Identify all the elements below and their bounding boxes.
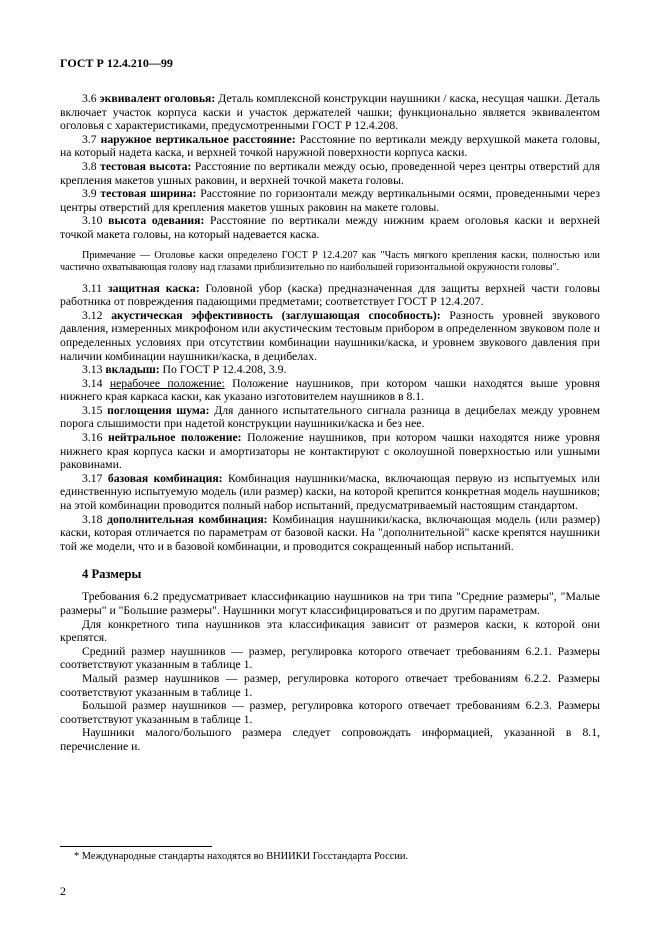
clause-number: 3.16: [82, 431, 103, 445]
definition-text: Расстояние по вертикали между нижним краем оголовья каски и верхней точкой макета головы, на который надевается каска.: [60, 214, 600, 241]
defined-term: тестовая высота:: [100, 159, 192, 173]
defined-term: базовая комбинация:: [107, 471, 223, 485]
definition-text: Расстояние по вертикали между осью, проведенной через центры отверстий для крепления макетов ушных раковин, и верхней точкой макета головы.: [60, 159, 601, 187]
sizes-paragraph: Наушники малого/большого размера следует сопровождать информацией, указанной в 8.1, перечисление и.: [60, 726, 600, 753]
definition-text: По ГОСТ Р 12.4.208, 3.9.: [162, 363, 287, 377]
definition-text: Комбинация наушники/каска, включающая модель (или размер) каски, которая отличается по параметрам от базовой каски. На "дополнительной" каске крепятся наушники той же модели, что и в базовой комбинации, и проводится сокращенный набор испытаний.: [60, 512, 600, 553]
definition-text: Для данного испытательного сигнала разница в децибелах между уровнем порога слышимости при надетой конструкции наушники/каска и без нее.: [60, 403, 601, 431]
defined-term: вкладыш:: [105, 363, 160, 377]
definition-text: Деталь комплексной конструкции наушники / каска, несущая чашки. Деталь включает участок корпуса каски и участок держателей чашки; функционально является эквивалентом оголовья с характеристиками, предусмотренными ГОСТ Р 12.4.208.: [60, 92, 600, 133]
clause-number: 3.18: [82, 512, 103, 526]
definition-3-10: [60, 214, 600, 241]
defined-term: нейтральное положение:: [107, 431, 242, 445]
definition-text: Комбинация наушники/маска, включающая первую из испытуемых или единственную испытуемую модель (или размер) каски, на которой крепится конкретная модель наушников; на этой комбинации проводится полный набор испытаний, предусматриваемый настоящим стандартом.: [60, 471, 601, 513]
clause-number: 3.13: [82, 363, 103, 377]
defined-term: акустическая эффективность (заглушающая способность):: [111, 308, 441, 322]
definition-3-9: [60, 187, 600, 214]
defined-term: высота одевания:: [108, 214, 205, 228]
page-number: 2: [60, 884, 66, 898]
sizes-paragraph: Большой размер наушников — размер, регулировка которого отвечает требованиям 6.2.3. Размеры соответствуют указанным в таблице 1.: [60, 699, 600, 726]
definition-3-15: [60, 404, 600, 431]
clause-number: 3.17: [82, 471, 103, 485]
definition-3-6: [60, 92, 600, 133]
definition-3-16: [60, 431, 600, 472]
clause-number: 3.8: [82, 159, 97, 173]
definition-text: Разность уровней звукового давления, измеренных микрофоном или акустическим тестовым прибором в определенном звуковом поле и определенных условиях при отсутствии комбинации наушники/каска, и уровнем звукового давления при наличии комбинации наушники/каска, в децибелах.: [60, 308, 601, 363]
clause-number: 3.11: [82, 281, 103, 295]
definition-text: Положение наушников, при котором чашки находятся ниже уровня нижнего края корпуса каски и амортизаторы не контактируют с околоушной поверхностью или ушными раковинами.: [60, 431, 601, 472]
definition-text: Положение наушников, при котором чашки находятся выше уровня нижнего края каркаса каски, как указано изготовителем наушников в 8.1.: [60, 376, 600, 404]
defined-term: дополнительная комбинация:: [107, 512, 268, 526]
footnote-divider: [60, 846, 212, 847]
definition-3-13: [60, 363, 600, 377]
footnote-text: * Международные стандарты находятся во ВНИИКИ Госстандарта России.: [74, 851, 409, 862]
clause-number: 3.12: [82, 308, 103, 322]
footnote-area: [60, 846, 600, 863]
definition-text: Головной убор (каска) предназначенная для защиты верхней части головы работника от повреждения падающими предметами; соответствует ГОСТ Р 12.4.207.: [60, 281, 601, 309]
definition-3-8: [60, 160, 600, 187]
definition-3-17: [60, 472, 600, 513]
definition-3-11: [60, 282, 600, 309]
definition-3-14: [60, 377, 600, 404]
clause-number: 3.6: [82, 92, 97, 105]
clause-number: 3.9: [82, 187, 97, 201]
definition-text: Расстояние по горизонтали между вертикальными осями, проведенными через центры отверстий для крепления макетов ушных раковин на макете головы.: [60, 187, 600, 214]
sizes-paragraph: Для конкретного типа наушников эта классификация зависит от размеров каски, к которой они крепятся.: [60, 617, 600, 645]
defined-term: эквивалент оголовья:: [99, 92, 216, 105]
note-paragraph: Примечание — Оголовье каски определено ГОСТ Р 12.4.207 как "Часть мягкого крепления каски, полностью или частично охватывающая голову над глазами приблизительно по наибольшей горизонтальной окружности головы".: [60, 249, 600, 273]
sizes-paragraph: Средний размер наушников — размер, регулировка которого отвечает требованиям 6.2.1. Размеры соответствуют указанным в таблице 1.: [60, 644, 600, 672]
defined-term: нерабочее положение:: [109, 376, 225, 390]
defined-term: защитная каска:: [107, 281, 200, 295]
clause-number: 3.7: [82, 132, 97, 146]
definition-text: Расстояние по вертикали между верхушкой макета головы, на который надета каска, и верхней точкой наружной поверхности корпуса каски.: [60, 132, 600, 160]
definition-3-12: [60, 309, 600, 363]
definition-3-7: [60, 133, 600, 160]
sizes-paragraph: Малый размер наушников — размер, регулировка которого отвечает требованиям 6.2.2. Размеры соответствуют указанным в таблице 1.: [60, 671, 600, 699]
sizes-paragraph: Требования 6.2 предусматривает классификацию наушников на три типа "Средние размеры", "Малые размеры" и "Большие размеры". Наушники могут классифицироваться и по другим параметрам.: [60, 590, 600, 617]
clause-number: 3.10: [82, 214, 103, 228]
document-number: ГОСТ Р 12.4.210—99: [60, 56, 173, 70]
definition-3-18: [60, 513, 600, 554]
clause-number: 3.14: [82, 376, 103, 390]
defined-term: наружное вертикальное расстояние:: [100, 132, 296, 146]
defined-term: поглощения шума:: [107, 403, 210, 417]
defined-term: тестовая ширина:: [100, 187, 197, 201]
clause-number: 3.15: [82, 403, 103, 417]
section-heading: 4 Размеры: [82, 567, 142, 582]
